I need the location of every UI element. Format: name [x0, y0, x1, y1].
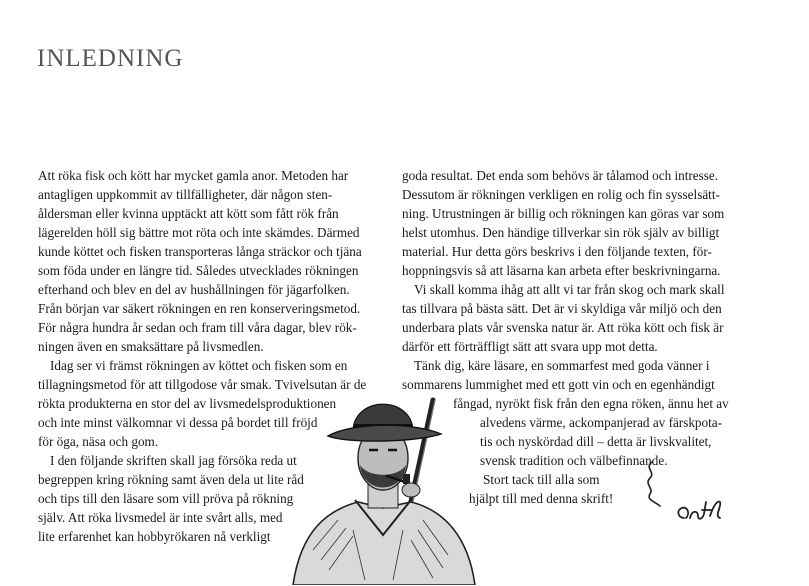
left-line: Att röka fisk och kött har mycket gamla anor. Metoden har: [38, 168, 349, 183]
right-line: Dessutom är rökningen verkligen en rolig och fin sysselsätt-: [402, 187, 720, 202]
coat-icon: [293, 502, 475, 585]
left-line: antagligen uppkommit av tillfälligheter, där någon sten-: [38, 187, 333, 202]
right-line: därför ett förträffligt sätt att svara upp mot detta.: [402, 339, 658, 354]
right-line: sommarens lummighet med ett gott vin och en egenhändigt: [402, 377, 715, 392]
right-line: Stort tack till alla som: [483, 472, 600, 487]
right-line: underbara plats vår svenska natur är. Att röka kött och fisk är: [402, 320, 724, 335]
right-line: tis och nyskördad dill – detta är livskvalitet,: [480, 434, 712, 449]
left-line: I den följande skriften skall jag försöka reda ut: [50, 453, 297, 468]
right-line: ning. Utrustningen är billig och rökningen kan göras var som: [402, 206, 725, 221]
left-line: För några hundra år sedan och fram till våra dagar, blev rök-: [38, 320, 357, 335]
left-line: som föda under en längre tid. Således utvecklades rökningen: [38, 263, 359, 278]
right-line: hoppningsvis så att läsarna kan arbeta efter beskrivningarna.: [402, 263, 721, 278]
handwritten-signature-icon: [640, 458, 750, 528]
left-line: och tips till den läsare som vill pröva på rökning: [38, 491, 294, 506]
left-line: åldersman eller kvinna upptäckt att kött som fått rök från: [38, 206, 339, 221]
pipe-bowl-icon: [403, 474, 410, 484]
right-line: svensk tradition och välbefinnande.: [480, 453, 668, 468]
left-line: Idag ser vi främst rökningen av köttet och fisken som en: [50, 358, 348, 373]
page-heading: INLEDNING: [37, 45, 184, 72]
left-line: för öga, näsa och gom.: [38, 434, 159, 449]
hunter-with-hat-and-rifle-illustration: [283, 370, 483, 585]
left-line: tillagningsmetod för att tillgodose vår smak. Tvivelsutan är de: [38, 377, 367, 392]
right-line: Vi skall komma ihåg att allt vi tar från skog och mark skall: [414, 282, 725, 297]
left-line: och inte minst välkomnar vi dessa på bordet till fröjd: [38, 415, 318, 430]
left-line: Från början var säkert rökningen en ren konserveringsmetod.: [38, 301, 361, 316]
left-line: lägerelden höll sig bättre mot röta och inte skämdes. Därmed: [38, 225, 360, 240]
hand-icon: [402, 483, 420, 497]
left-line: efterhand och blev en del av hushållningen för jägarfolken.: [38, 282, 350, 297]
left-line: lite erfarenhet kan hobbyrökaren nå verkligt: [38, 529, 271, 544]
left-line: ningen även en smaksättare på livsmedlen.: [38, 339, 264, 354]
right-line: material. Hur detta görs beskrivs i den följande texten, för-: [402, 244, 712, 259]
right-line: alvedens värme, ackompanjerad av färskpota-: [480, 415, 723, 430]
left-line: kunde köttet och fisken transporteras långa sträckor och tjäna: [38, 244, 362, 259]
right-line: helst utomhus. Den händige tillverkar sin rök själv av billigt: [402, 225, 720, 240]
right-line: tas tillvara på bästa sätt. Det är vi skyldiga vår miljö och den: [402, 301, 722, 316]
right-line: goda resultat. Det enda som behövs är tålamod och intresse.: [402, 168, 719, 183]
right-line: hjälpt till med denna skrift!: [469, 491, 614, 506]
left-line: begreppen kring rökning samt även dela ut lite råd: [38, 472, 304, 487]
left-line: själv. Att röka livsmedel är inte svårt alls, med: [38, 510, 283, 525]
right-line: Tänk dig, käre läsare, en sommarfest med goda vänner i: [414, 358, 710, 373]
right-line: fångad, nyrökt fisk från den egna röken, ännu het av: [453, 396, 729, 411]
left-line: rökta produkterna en stor del av livsmedelsproduktionen: [38, 396, 337, 411]
